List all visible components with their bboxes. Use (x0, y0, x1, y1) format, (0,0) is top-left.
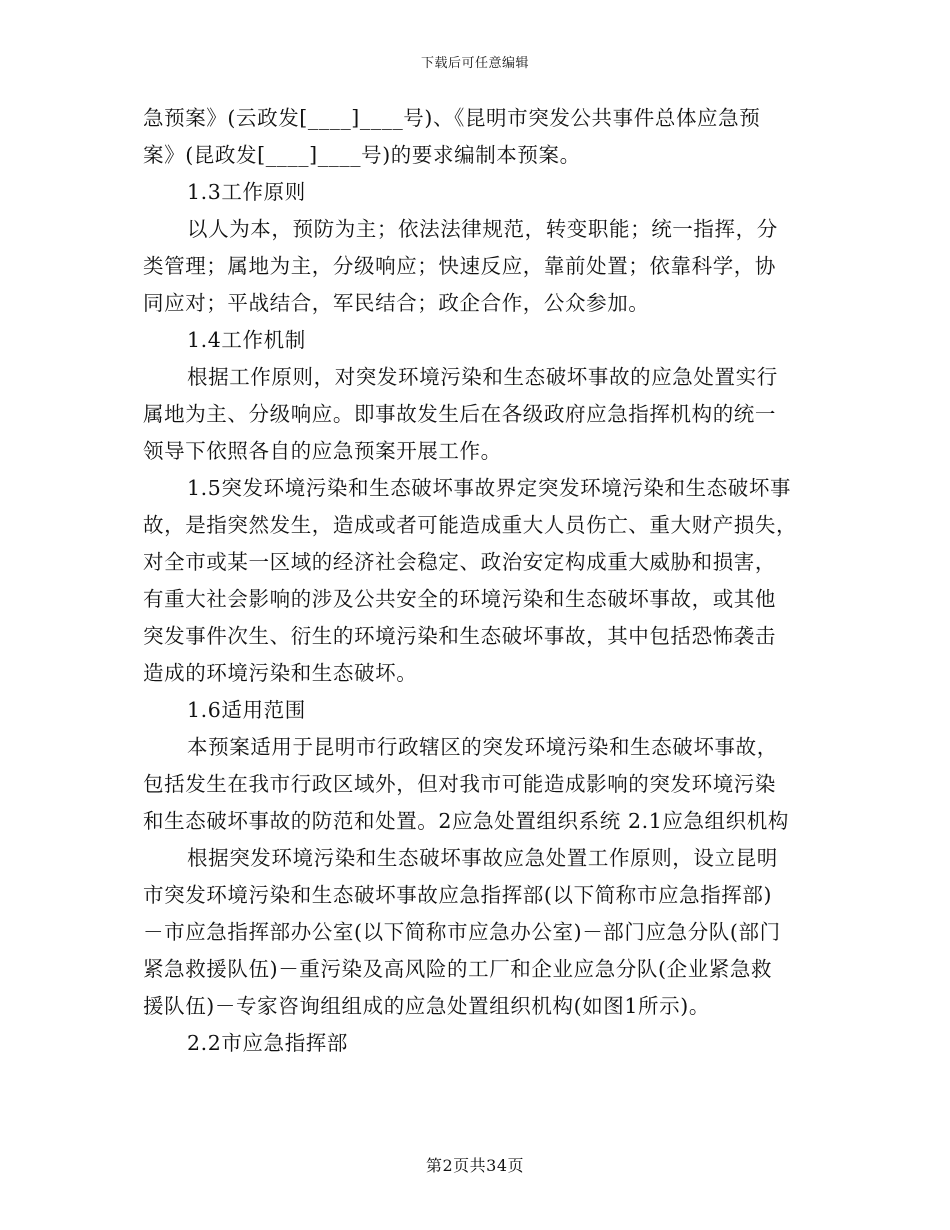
paragraph-first-line: 根据工作原则，对突发环境污染和生态破坏事故的应急处置实行 (187, 365, 778, 389)
section-heading-1-5: 1.5突发环境污染和生态破坏事故界定突发环境污染和生态破坏事 (187, 476, 792, 500)
body-line: 领导下依照各自的应急预案开展工作。 (143, 439, 502, 463)
body-line: 同应对；平战结合，军民结合；政企合作，公众参加。 (143, 291, 650, 315)
section-heading-1-4: 1.4工作机制 (187, 328, 306, 352)
body-line: 市突发环境污染和生态破坏事故应急指挥部(以下简称市应急指挥部) (143, 883, 773, 907)
body-line: 有重大社会影响的涉及公共安全的环境污染和生态破坏事故，或其他 (143, 587, 776, 611)
body-line: 对全市或某一区域的经济社会稳定、政治安定构成重大威胁和损害， (143, 550, 776, 574)
body-line: 类管理；属地为主，分级响应；快速反应，靠前处置；依靠科学，协 (143, 254, 776, 278)
body-line: －市应急指挥部办公室(以下简称市应急办公室)－部门应急分队(部门 (143, 920, 781, 944)
body-line: 故，是指突然发生，造成或者可能造成重大人员伤亡、重大财产损失， (143, 513, 798, 537)
section-heading-1-3: 1.3工作原则 (187, 180, 306, 204)
page-header: 下载后可任意编辑 (420, 56, 529, 71)
paragraph-first-line: 根据突发环境污染和生态破坏事故应急处置工作原则，设立昆明 (187, 846, 778, 870)
body-line: 案》(昆政发[____]____号)的要求编制本预案。 (143, 143, 581, 167)
page-footer: 第2页共34页 (425, 1156, 525, 1175)
section-heading-1-6: 1.6适用范围 (187, 698, 306, 722)
paragraph-first-line: 以人为本，预防为主；依法法律规范，转变职能；统一指挥，分 (187, 217, 778, 241)
body-text (143, 100, 808, 1062)
body-line: 造成的环境污染和生态破坏。 (143, 661, 418, 685)
body-line: 包括发生在我市行政区域外，但对我市可能造成影响的突发环境污染 (143, 772, 776, 796)
body-line: 属地为主、分级响应。即事故发生后在各级政府应急指挥机构的统一 (143, 402, 776, 426)
body-line: 援队伍)－专家咨询组组成的应急处置组织机构(如图1所示)。 (143, 994, 710, 1018)
body-line: 紧急救援队伍)－重污染及高风险的工厂和企业应急分队(企业紧急救 (143, 957, 773, 981)
body-line: 和生态破坏事故的防范和处置。2应急处置组织系统 2.1应急组织机构 (143, 809, 789, 833)
body-line: 急预案》(云政发[____]____号)、《昆明市突发公共事件总体应急预 (143, 106, 761, 130)
paragraph-first-line: 本预案适用于昆明市行政辖区的突发环境污染和生态破坏事故， (187, 735, 778, 759)
section-heading-2-2: 2.2市应急指挥部 (187, 1031, 349, 1055)
body-line: 突发事件次生、衍生的环境污染和生态破坏事故，其中包括恐怖袭击 (143, 624, 776, 648)
